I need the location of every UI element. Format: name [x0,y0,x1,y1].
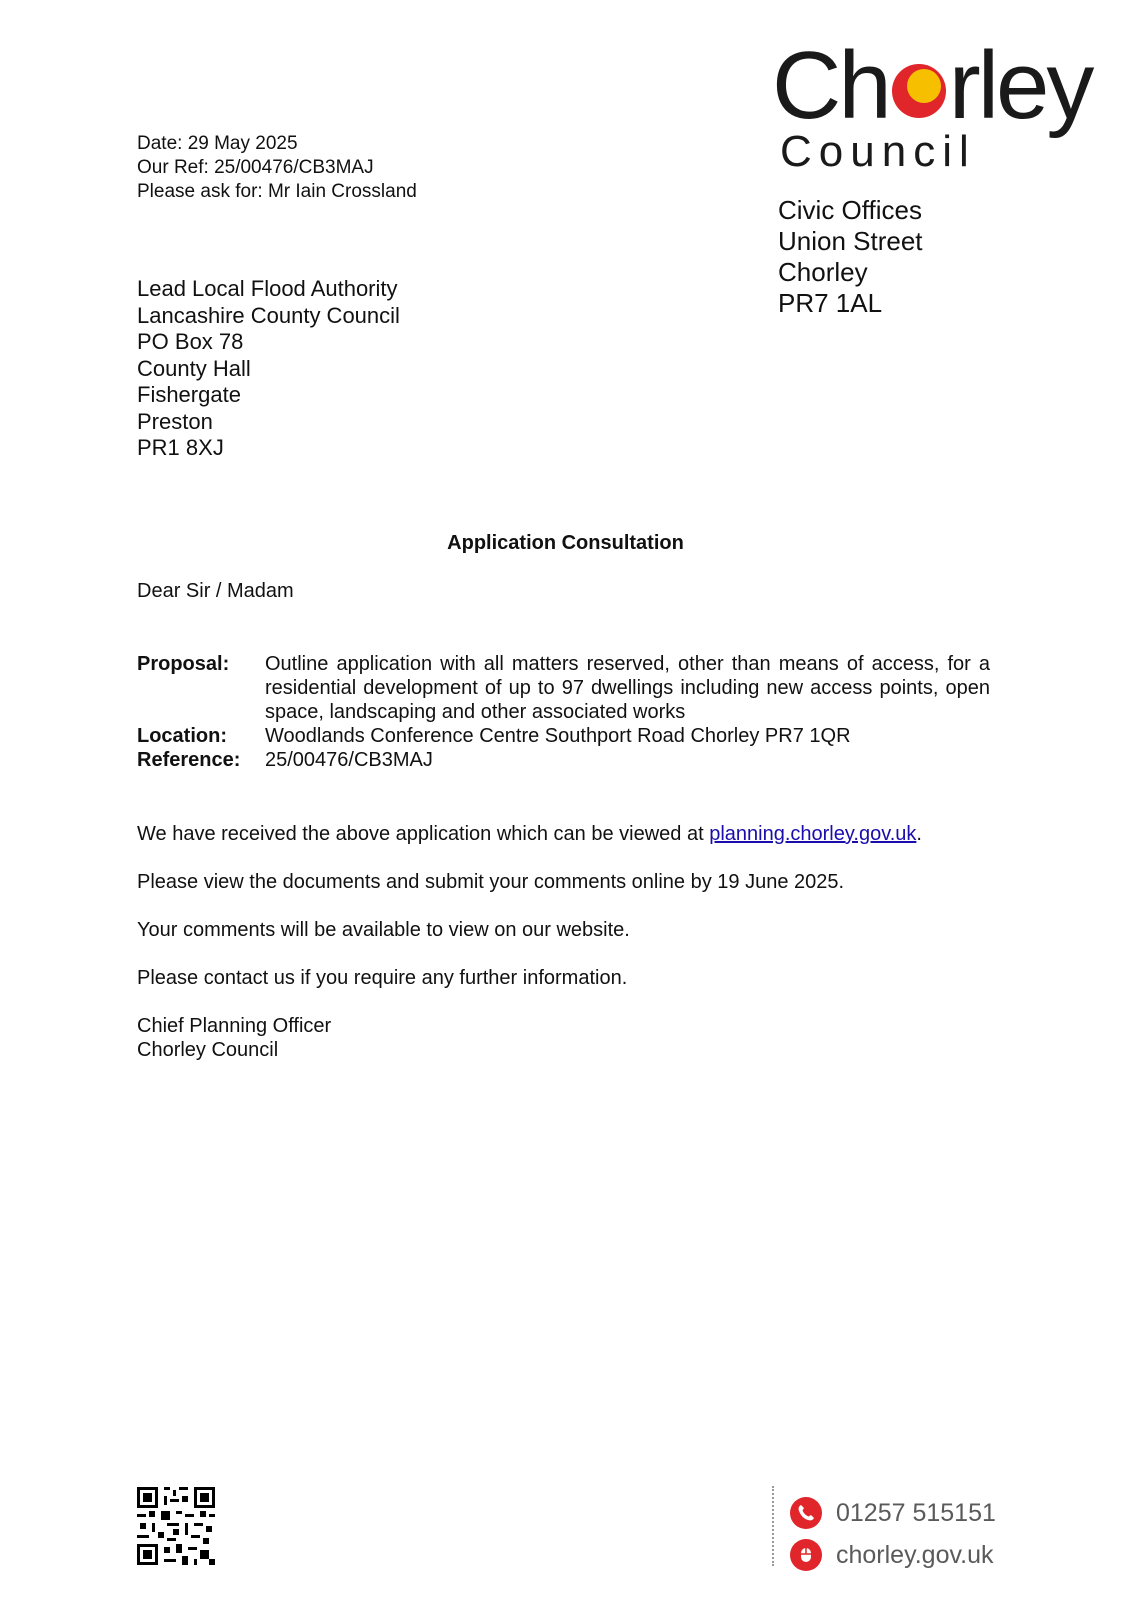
planning-portal-link[interactable]: planning.chorley.gov.uk [709,823,917,845]
sender-address-line: PR7 1AL [778,288,883,318]
recipient-address [137,276,400,462]
recipient-address-line: PR1 8XJ [137,435,224,460]
signoff [137,1014,997,1062]
recipient-address-line: Lead Local Flood Authority [137,276,398,301]
recipient-address-line: County Hall [137,355,251,381]
logo-wordmark: Ch rley [772,32,1092,139]
logo-o-icon [890,40,948,98]
body-paragraph-comments: Your comments will be available to view on our website. [137,919,630,941]
location-value: Woodlands Conference Centre Southport Road Chorley PR7 1QR [265,725,851,747]
letter-meta [137,132,417,204]
qr-code [137,1487,215,1565]
our-ref: Our Ref: 25/00476/CB3MAJ [137,157,374,178]
phone-contact[interactable] [790,1497,996,1529]
mouse-icon [790,1539,822,1571]
body-paragraph-view [137,822,997,846]
recipient-address-line: Fishergate [137,382,241,407]
website-url: chorley.gov.uk [836,1540,994,1569]
proposal-label: Proposal: [137,653,230,675]
sender-address-line: Civic Offices [778,195,922,225]
signoff-title: Chief Planning Officer [137,1015,332,1037]
body-paragraph-contact: Please contact us if you require any further information. [137,967,628,989]
body-text: We have received the above application which can be viewed at [137,823,710,845]
reference-row [137,748,990,772]
phone-number: 01257 515151 [836,1498,996,1527]
phone-icon [790,1497,822,1529]
ask-for: Please ask for: Mr Iain Crossland [137,181,417,202]
recipient-address-line: PO Box 78 [137,329,244,354]
salutation: Dear Sir / Madam [137,580,294,602]
sender-address-line: Union Street [778,226,923,256]
location-row [137,724,990,748]
recipient-address-line: Lancashire County Council [137,302,400,328]
chorley-council-logo [772,32,1102,176]
logo-subtitle: Council [780,127,976,176]
website-contact[interactable] [790,1539,993,1571]
proposal-value: Outline application with all matters reserved, other than means of access, for a residential development of up to 97 dwellings including new access points, open space, landscaping and other associated works [265,653,990,723]
letter-date: Date: 29 May 2025 [137,133,298,154]
recipient-address-line: Preston [137,408,213,434]
footer-divider [772,1486,777,1566]
application-details [137,652,990,772]
sender-address-line: Chorley [778,257,868,287]
body-text: . [916,823,922,845]
reference-label: Reference: [137,749,241,771]
reference-value: 25/00476/CB3MAJ [265,749,433,771]
letter-body [137,822,997,1062]
signoff-org: Chorley Council [137,1039,279,1061]
sender-address [778,195,923,319]
location-label: Location: [137,725,227,747]
letter-heading: Application Consultation [447,532,684,554]
body-paragraph-deadline: Please view the documents and submit your comments online by 19 June 2025. [137,871,845,893]
proposal-row [137,652,990,724]
